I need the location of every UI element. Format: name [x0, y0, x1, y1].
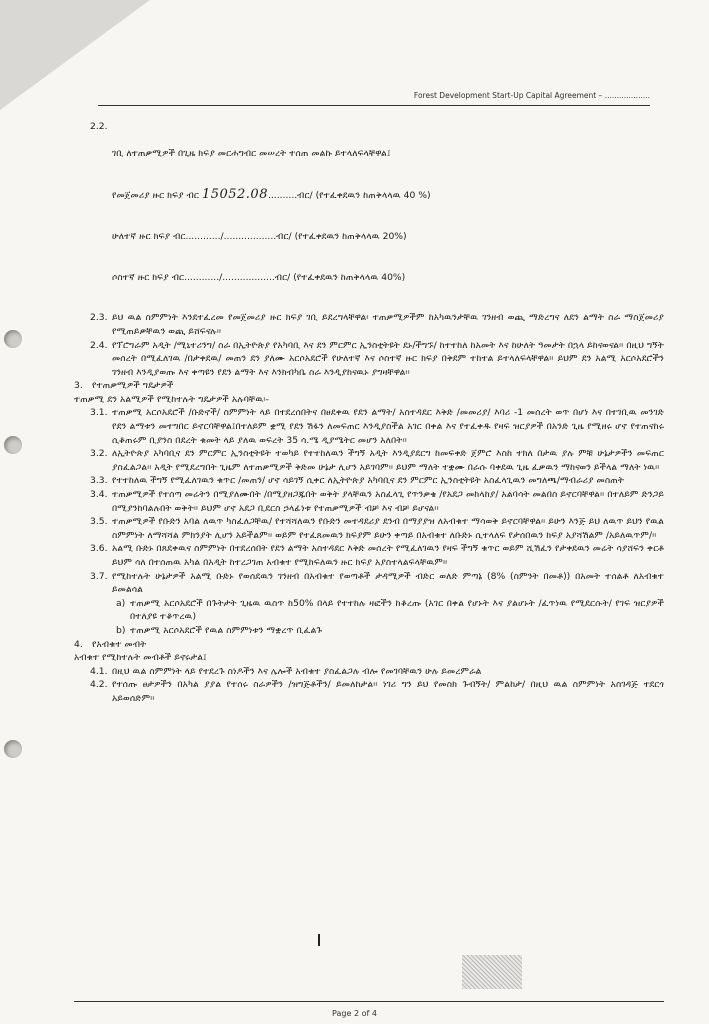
section-text: ይህ ዉል ስምምነት እንደተፈረመ የመጀመሪያ ዙር ክፍያ ገቢ ይደረግላቸዋል፡ ተጠቃሚዎችም ከአካዉንታቸዉ ገንዘብ ወጪ ማድረግና ለደን ልማት ስራ ማስጀመሪያ የሚጠይቃቸዉን ወጪ ይሸፍናሉ፡፡ [112, 312, 667, 337]
section-2-3 [74, 311, 667, 338]
section-text: ለኢትዮጵያ አካባቢና ደን ምርምር ኢንስቲትዩት ተወካይ የተተከለዉን ችግኝ አዲት እንዲያደርግ ከመፍቀድ ጀምሮ እስከ ተክለ በታዉ ያሉ ምቹ ሁኔታዎችን መፍጠር ያስፈልጋል፡፡ አዲት የሚደረግበት ጊዜም ለተጠቃሚዎች ቅድመ ሁኔታ ሊሆን አይገባም፡፡ ይህም ማለት ተቋሙ በራሱ ባቀደዉ ጊዜ ፈቃዉን ማከናወን ይችላል ማለት ነዉ፡፡ [112, 448, 667, 473]
pen-mark [318, 934, 320, 946]
section-3-7-b [74, 624, 664, 638]
punch-hole-icon [4, 436, 22, 454]
section-4-2 [74, 678, 667, 705]
section-text: የፕሮግራም አዲት /ሚኒተሪንግ/ ስራ በኢትዮጵያ የአካባቢ እና ደን ምርምር ኢንስቲትዩት ደኑ/ችግኙ/ ከተተከለ ከአመት እና ከሁለት ዓመታት በኋላ ይከናወናል፡፡ በዚህ ግኝት መሰረት በሚፈለገዉ /በታቀደዉ/ መጠን ደን ያለሙ አርሶአደሮች የሁለተኛ እና ሶስተኛ ዙር ክፍያ በቅደም ተከተል ይተላለፍላቸዋል፡፡ ይህም ደን አልሚ አርሶአደሮችን ገንዘብ እንዲያወጡ እና ቀጣዩን የደን ልማት እና እንክብካቤ ስራ እንዲያከናዉኑ ያግዛቸዋል፡፡ [112, 339, 667, 378]
list-label: a) [116, 597, 126, 609]
section-4-1 [74, 665, 664, 679]
section-text: አልሚ ቡድኑ በጸደቀዉና ስምምነት በተደረሰበት የደን ልማት አስተዳደር እቅድ መሰረት የሚፈለገዉን የዛፍ ችግኝ ቁጥር ወይም ሺሽፈን የታቀደዉን መሬት ሳያሸፍን ቀርቶ ይህም ሳለ በተሰጠዉ አካል በአዲት ከተረጋገጠ አብቁተ የሚከፍለዉን ዙር ክፍያ አያስተላልፍላቸዉም፡፡ [112, 543, 667, 568]
list-text: ተጠቃሚ አርሶአደሮች በጉትታት ጊዜዉ ዉስጥ ከ50% በላይ የተተከሉ ዛፎችን ከቆረጡ (አገር በቀል የሆኑት እና ያልሆኑት /ፈጥነዉ የሚደርሱት/ የገፍ ዝርያዎች በተለያዩ ተቆጥረዉ) [130, 597, 667, 623]
section-number: 3.3. [90, 475, 108, 487]
section-3-1 [74, 406, 667, 447]
first-installment-line: የመጀመሪያ ዙር ክፍያ ብር 15052.08..........ብር/ (የተፈቀደዉን ከጠቅላላዉ 40 %) [112, 186, 431, 202]
section-4-heading [74, 638, 664, 652]
section-number: 3.5. [90, 516, 108, 528]
payment-schedule-intro: ገቢ ለተጠቃሚዎች በጊዜ ክፍያ መርሐግብር መሠረት ተሰጠ መልኩ ይተላለፍላቸዋል፤ [112, 148, 391, 160]
section-number: 4.2. [90, 679, 108, 691]
section-number: 4. [74, 638, 83, 650]
list-text: ተጠቃሚ አርሶአደሮች የዉል ስምምነቱን ማቋረጥ ቢፈልጉ [130, 624, 323, 636]
section-3-heading [74, 379, 664, 393]
section-number: 3.7. [90, 570, 108, 582]
section-3-7-a [74, 597, 667, 624]
section-number: 3.2. [90, 448, 108, 460]
second-installment-line: ሁለተኛ ዙር ክፍያ ብር............/..................ብር/ (የተፈቀደዉን ከጠቅላላዉ 20%) [112, 230, 407, 242]
list-label: b) [116, 624, 126, 636]
section-number: 3.1. [90, 407, 108, 419]
page-header: Forest Development Start-Up Capital Agreement – ................... [413, 91, 650, 100]
punch-hole-icon [4, 330, 22, 348]
section-text: በዚህ ዉል ስምምነት ላይ የተደረጉ ስነዶችን እና ሌሎች አብቁተ ያስፈልጋሉ ብሎ የመገባቸዉን ሁሉ ይመረምራል [112, 665, 482, 677]
section-text: የሚከተሉት ሁኔታዎች አልሚ ቡድኑ የወሰደዉን ገንዘብ በአብቁተ የወጣቶች ታዳሚዎች ብድር ወለድ ምጣኔ (8% (ስምንት በመቶ)) በአመት ተሰልቶ ለአብቁተ ይመልሳል [112, 570, 667, 596]
section-3-4 [74, 488, 667, 515]
footer-divider [74, 1001, 664, 1002]
section-number: 3.4. [90, 489, 108, 501]
section-3-6 [74, 542, 667, 569]
section-number: 4.1. [90, 665, 108, 677]
document-body [74, 120, 667, 706]
section-3-intro: ተጠቃሚ ደን አልሚዎች የሚከተሉት ግዴታዎች አሉባቸዉ፡- [74, 393, 269, 405]
section-text: ተጠቃሚዎች የተሰጣ መሬትን በሚያለሙበት /በሚያዘጋጁበት ወቅት ያላቸዉን አስፈላጊ የጥንቃቄ /የአደጋ መከላከያ/ አልባሳት መልበስ ይኖርባቸዋል፡፡ በተለይም ድንጋይ በሚያንከባልሉበት ወቅት፡፡ ይህም ሆኖ አደጋ ቢደርስ ኃላፊነቱ የተጠቃሚዎች ብቻ እና ብቻ ይሆናል፡፡ [112, 489, 667, 514]
section-number: 2.3. [90, 312, 108, 324]
section-text: የተሰጡ ፀታዎችን በአካል ያያል የተሰሩ ስራዎችን /ዝግጅቶችን/ ይመለከታል፡፡ ነገሪ ግን ይህ የመስክ ጉብኝት/ ምልከታ/ በዚህ ዉል ስምምነት አስገዳጅ ተደርጎ አይወሰድም፡፡ [112, 679, 667, 704]
third-installment-line: ሶስተኛ ዙር ክፍያ ብር............/..................ብር/ (የተፈቀደዉን ከጠቅላላዉ 40%) [112, 271, 406, 283]
page-number: Page 2 of 4 [332, 1009, 377, 1018]
stamp-seal [462, 955, 522, 989]
section-text: ተጠቃሚዎች የቡድን አባል ለዉጥ ካስፈለጋቸዉ/ የተሻሻለዉን የቡድን መተዳደሪያ ደንብ በማያያዝ ለአብቁተ ማሳወቅ ይኖርባቸዋል፡፡ ይሁን እንጅ ይህ ለዉጥ ይህን የዉል ስምምነት ለማሻሻል ምክንያት ሊሆን አይችልም፡፡ ወይም የተፈጸመዉን ክፍያም ይሁን ቀጣይ በአብቁተ ለቡድኑ ሲተላለፍ የታሰበዉን ክፍያ አያሻሽልም /አይለዉጥም/፡፡ [112, 516, 667, 541]
section-number: 3.6. [90, 543, 108, 555]
section-number: 2.4. [90, 339, 108, 351]
handwritten-amount: 15052.08 [201, 186, 268, 202]
section-3-7 [74, 570, 667, 597]
header-divider [98, 105, 650, 106]
section-2-2 [74, 120, 664, 311]
section-3-2 [74, 447, 667, 474]
section-title: የተጠቃሚዎች ግዴታዎች [92, 380, 174, 392]
section-text: የተተከለዉ ችግኝ የሚፈለገዉን ቁጥር /መጠን/ ሆኖ ሳይገኝ ሲቀር ለኢትዮጵያ አካባቢና ደን ምርምር ኢንስቲትዩት አስፈላጊዉን መግለጫ/ማብራሪያ መስጠት [112, 475, 625, 487]
section-number: 3. [74, 380, 83, 392]
section-3-5 [74, 515, 667, 542]
section-4-intro: አብቁተ የሚከተሉት መብቶች ይኖሩታል፤ [74, 652, 207, 664]
section-text: ተጠቃሚ አርሶአደሮች /ቡድኖች/ ስምምነት ላይ በተደረሰበትና በፀደቀዉ የደን ልማት/ አስተዳደር እቅድ /መመሪያ/ እባሪ -1 መሰረት ወጥ በሆነ እና በተገቢዉ መንገድ የደን ልማቱን መተግበር ይኖርባቸዋል፤በተለይም ቋሚ የደን ሽፋን ለመፍጠር እንዲያስችል አገር በቀል እና የተፈቀዱ የዛፍ ዝርያዎች በአንድ ጊዜ የሚዘሩ ሆኖ የተጠናከሩ ሲቆጠሩም ቢያንስ በደረት ቁመት ላይ ያለዉ ወፍረት 35 ሳ.ሜ ዲያሜትር መሆን አለበት፡፡ [112, 407, 667, 446]
section-title: የአብቁተ መብት [92, 638, 147, 650]
punch-hole-icon [4, 740, 22, 758]
section-3-3 [74, 474, 664, 488]
section-2-4 [74, 339, 667, 380]
section-number: 2.2. [90, 121, 108, 132]
